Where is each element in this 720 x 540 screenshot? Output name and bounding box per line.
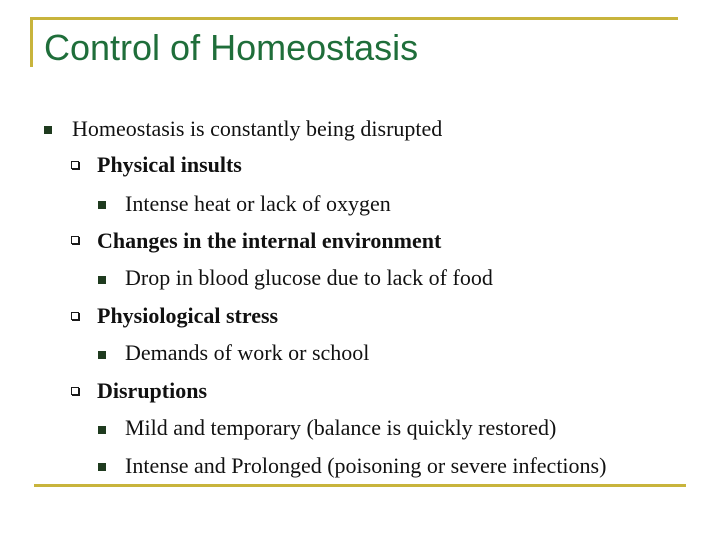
- hollow-square-bullet-icon: [71, 236, 79, 244]
- sub2-detail: Drop in blood glucose due to lack of food: [125, 265, 493, 290]
- hollow-square-bullet-icon: [71, 312, 79, 320]
- square-bullet-icon: [44, 126, 52, 134]
- square-bullet-icon: [98, 463, 106, 471]
- square-bullet-icon: [98, 276, 106, 284]
- sub4-detail-2: Intense and Prolonged (poisoning or severe infections): [125, 453, 607, 478]
- bottom-rule: [34, 484, 686, 487]
- square-bullet-icon: [98, 351, 106, 359]
- square-bullet-icon: [98, 201, 106, 209]
- sub1-heading: Physical insults: [97, 152, 242, 177]
- left-rule: [30, 17, 33, 67]
- sub4-heading: Disruptions: [97, 378, 208, 403]
- sub3-heading: Physiological stress: [97, 303, 279, 328]
- sub1-detail: Intense heat or lack of oxygen: [125, 191, 391, 216]
- sub2-heading: Changes in the internal environment: [97, 228, 442, 253]
- bullet-main: Homeostasis is constantly being disrupted: [72, 116, 443, 141]
- hollow-square-bullet-icon: [71, 161, 79, 169]
- slide-title: Control of Homeostasis: [44, 27, 419, 68]
- hollow-square-bullet-icon: [71, 387, 79, 395]
- sub4-detail-1: Mild and temporary (balance is quickly restored): [125, 415, 557, 440]
- sub3-detail: Demands of work or school: [125, 340, 370, 365]
- square-bullet-icon: [98, 426, 106, 434]
- top-rule: [30, 17, 678, 20]
